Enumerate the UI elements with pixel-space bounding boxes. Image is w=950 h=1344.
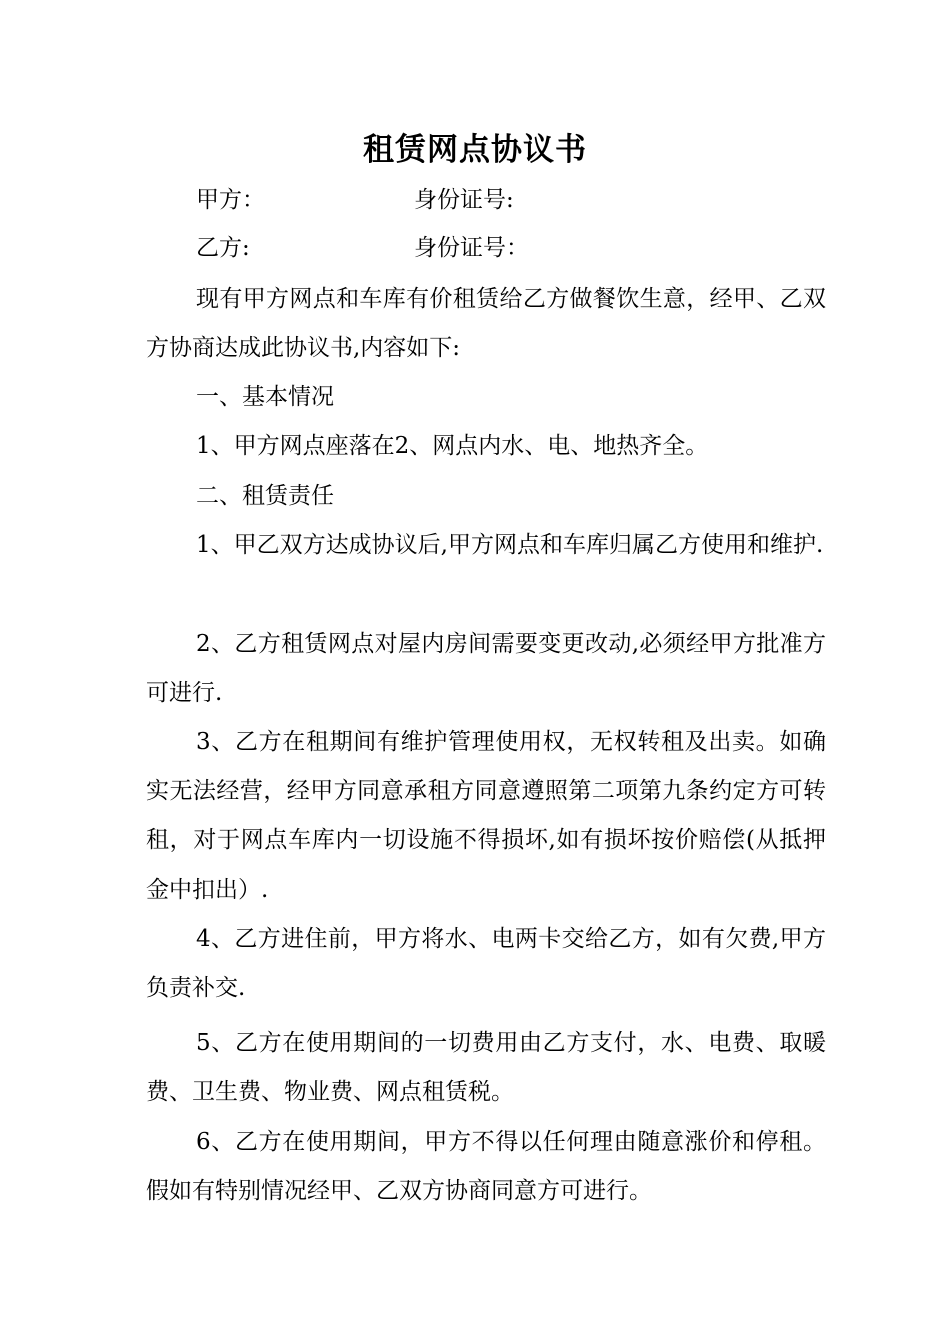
section-heading-basic: 一、基本情况 <box>196 384 334 410</box>
document-title: 租赁网点协议书 <box>363 132 587 168</box>
paragraph-responsibility-2: 2、乙方租赁网点对屋内房间需要变更改动,必须经甲方批准方可进行. <box>146 631 826 707</box>
party-b-label: 乙方: <box>196 235 250 261</box>
paragraph-responsibility-5: 5、乙方在使用期间的一切费用由乙方支付，水、电费、取暖费、卫生费、物业费、网点租赁税。 <box>146 1030 826 1106</box>
paragraph-responsibility-4: 4、乙方进住前，甲方将水、电两卡交给乙方，如有欠费,甲方负责补交. <box>146 926 826 1002</box>
section-heading-responsibility: 二、租赁责任 <box>196 483 334 509</box>
party-a-line <box>196 184 514 216</box>
party-a-label: 甲方： <box>196 187 265 213</box>
party-a-id-label: 身份证号: <box>414 187 514 213</box>
paragraph-responsibility-6: 6、乙方在使用期间，甲方不得以任何理由随意涨价和停租。假如有特别情况经甲、乙双方协商同意方可进行。 <box>146 1129 826 1205</box>
paragraph-intro: 现有甲方网点和车库有价租赁给乙方做餐饮生意，经甲、乙双方协商达成此协议书,内容如下: <box>146 286 826 362</box>
paragraph-responsibility-1: 1、甲乙双方达成协议后,甲方网点和车库归属乙方使用和维护. <box>196 532 824 558</box>
paragraph-responsibility-3: 3、乙方在租期间有维护管理使用权，无权转租及出卖。如确实无法经营，经甲方同意承租方同意遵照第二项第九条约定方可转租，对于网点车库内一切设施不得损坏,如有损坏按价赔偿(从抵押金中扣出）. <box>146 729 826 903</box>
party-b-id-label: 身份证号： <box>414 235 529 261</box>
paragraph-basic-1: 1、甲方网点座落在2、网点内水、电、地热齐全。 <box>196 433 709 459</box>
party-b-line <box>196 232 529 264</box>
